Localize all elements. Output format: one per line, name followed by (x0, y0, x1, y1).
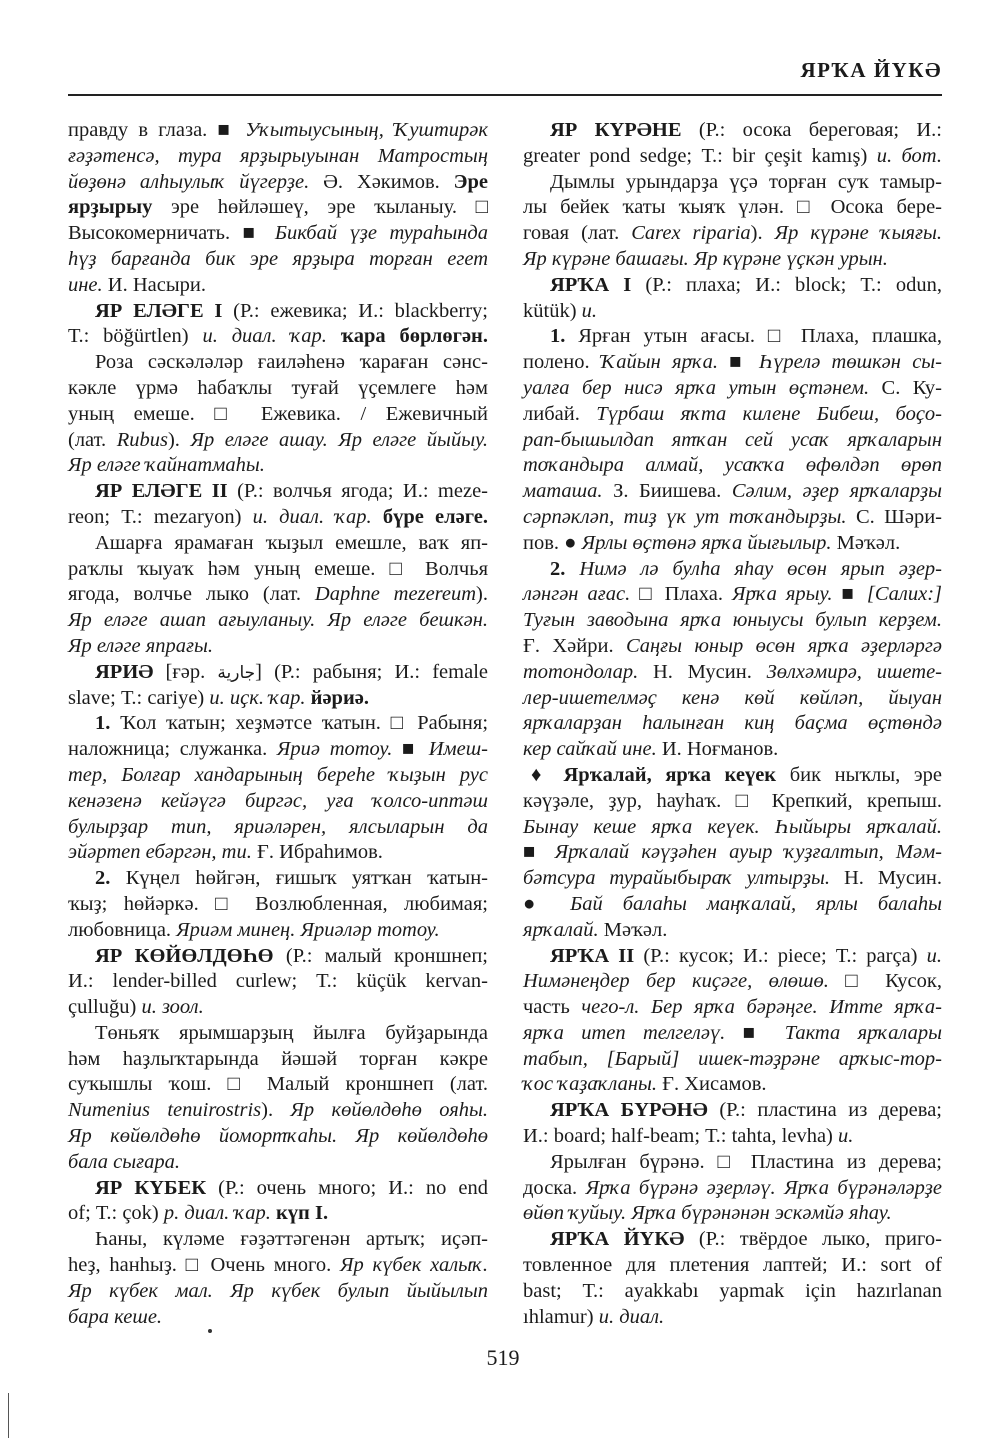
italic-run: Numenius tenuirostris (68, 1099, 262, 1122)
italic-run: ләнгән ағас. (523, 583, 640, 606)
text-line (523, 1305, 942, 1331)
italic-run: ярҡа итеп телгеләү. (523, 1021, 743, 1044)
paragraph-first-line (68, 711, 488, 737)
text-line (68, 969, 488, 995)
text-run: С. Шәри- (855, 505, 942, 528)
text-run: С. Ку- (881, 376, 943, 399)
italic-run: Уҡытыусының, Ҡуштирәк (245, 119, 488, 141)
italic-run: Яриәм минең. Яриәләр тотоу. (176, 918, 440, 941)
text-line (68, 376, 488, 402)
text-run: кәкле үрмә һабаҡлы туғай үҫемлеге һәм (68, 376, 488, 399)
text-run: ■ (742, 1021, 785, 1044)
italic-run: Һүрелә төшкән сы- (759, 351, 942, 374)
left-column (68, 118, 488, 1330)
text-line (523, 918, 942, 944)
text-line (68, 170, 488, 196)
paragraph-first-line (523, 944, 942, 970)
italic-run: бара кеше. (68, 1305, 163, 1328)
italic-run: Ярҡалай кәүҙәһен ауыр ҡуҙғалтып, Мәм- (554, 841, 943, 864)
italic-run: Яр күрәне башағы. Яр күрәне үҫкән урын. (523, 247, 888, 270)
bold-run: ҡара бөрлөгән. (340, 325, 488, 348)
text-run: суҡышлы ҡош. □ Малый кроншнеп (лат. (68, 1073, 488, 1096)
text-line (523, 1201, 942, 1227)
text-line (68, 324, 488, 350)
paragraph-first-line (68, 944, 488, 970)
text-line (68, 582, 488, 608)
text-run: доска. (523, 1176, 586, 1199)
italic-run: Туғын заводына ярҡа юныусы булып керҙем. (523, 609, 942, 632)
text-run: Ҡол ҡатын; хеҙмәтсе ҡатын. □ Рабыня; (120, 712, 489, 735)
text-run: reon; Т.: mezaryon) (68, 505, 253, 528)
italic-run: маташа. (523, 480, 614, 503)
text-run: Ғ. Хисамов. (662, 1073, 767, 1096)
italic-run: Нимәнеңдер бер киҫәге, өлөшө. (523, 970, 846, 993)
text-line (68, 840, 488, 866)
italic-run: ярҡалай. (523, 918, 604, 941)
italic-run: тер, Болғар хандарының береһе ҡыҙын рус (68, 763, 488, 786)
text-line (68, 1047, 488, 1073)
text-line (523, 1047, 942, 1073)
bold-run: ярҙырыу (68, 196, 153, 219)
text-line (68, 402, 488, 428)
text-run: (Р.: твёрдое лыко, приго- (684, 1228, 942, 1251)
text-run: (Р.: пластина из дерева; (707, 1099, 942, 1122)
paragraph-first-line (523, 170, 942, 196)
paragraph-first-line (68, 1227, 488, 1253)
text-run: ). (476, 583, 488, 606)
text-line (523, 1072, 942, 1098)
text-run: Һаны, күләме ғәҙәттәгенән артыҡ; иҫәп- (95, 1228, 488, 1251)
italic-run: и. иҫк. ҡар. (209, 686, 311, 709)
text-line (68, 789, 488, 815)
headword: ЯРҠА II (550, 944, 635, 967)
text-line (523, 453, 942, 479)
italic-run: Яриә тотоу. (276, 738, 393, 761)
italic-run: Ярлы өҫтөнә ярҡа йығылыр. (581, 531, 837, 554)
text-run: һеҙ, һанһыҙ. □ Очень много. (68, 1254, 341, 1277)
text-line (68, 1305, 488, 1331)
text-run: Т.: böğürtlen) (68, 325, 203, 348)
text-run: ■ (832, 583, 867, 606)
text-line (523, 221, 942, 247)
italic-run: тотондолар. (523, 660, 653, 683)
text-line (523, 789, 942, 815)
text-line (68, 221, 488, 247)
italic-run: р. диал. ҡар. (163, 1202, 276, 1225)
text-run: of; Т.: çok) (68, 1202, 164, 1225)
headword: ЯР ЕЛӘГЕ I (95, 299, 223, 322)
italic-run: Сәлим, әҙер ярҡаларҙы (731, 480, 942, 503)
paragraph-first-line (68, 1176, 488, 1202)
headword: 1. (95, 712, 121, 735)
text-line (68, 118, 488, 144)
text-line (523, 531, 942, 557)
text-run: (Р.: осока береговая; И.: (681, 119, 942, 141)
italic-run: бала сығара. (68, 1150, 180, 1173)
text-run: И.: board; half-beam; Т.: tahta, levha) (523, 1125, 839, 1148)
text-run: Ғ. Хәйри. (523, 634, 626, 657)
page-number: 519 (486, 1345, 520, 1370)
text-line (68, 557, 488, 583)
paragraph-first-line (68, 350, 488, 376)
text-run: ). (261, 1099, 291, 1122)
italic-run: уалға бер нисә ярҡа утын өҫтәнем. (523, 376, 882, 399)
italic-run: Daphne mezereum (314, 583, 477, 606)
italic-run: Яр еләге ҡайнатмаһы. (68, 454, 265, 477)
text-line (68, 995, 488, 1021)
headword: ЯРҠА БҮРӘНӘ (550, 1099, 708, 1122)
italic-run: Түрбаш яҡта килене Бибеш, боҫо- (596, 402, 942, 425)
text-line (68, 892, 488, 918)
text-line (523, 1124, 942, 1150)
text-run: пов. ● (523, 531, 582, 554)
text-line (523, 995, 942, 1021)
headword: 2. (95, 867, 126, 890)
text-run: Дымлы урындарҙа үҫә торған суҡ тамыр- (550, 170, 942, 193)
text-line (68, 1253, 488, 1279)
italic-run: чего-л. Бер ярҡа бәрәңге. Итте ярҡа- (581, 996, 942, 1019)
text-run: (Р.: очень много; И.: no end (206, 1176, 488, 1199)
text-run: И. Насыри. (107, 273, 206, 296)
headword: ЯР КҮБЕК (95, 1176, 207, 1199)
right-column (523, 118, 942, 1330)
text-line (523, 350, 942, 376)
text-line (68, 1150, 488, 1176)
text-line (523, 1021, 942, 1047)
text-line (523, 840, 942, 866)
text-run: ● (523, 892, 571, 915)
italic-run: Зөлхәмирә, ишете- (766, 660, 942, 683)
italic-run: Яр еләге ашау. Яр еләге йыйыу. (190, 428, 489, 451)
italic-run: кер сайҡай ине. (523, 738, 662, 761)
italic-run: Бай балаһы маңҡалай, ярлы балаһы (570, 892, 942, 915)
text-line (523, 892, 942, 918)
italic-run: һүҙ барғанда бик эре ярҙыра торған егет (68, 247, 488, 270)
italic-run: ҡос ҡаҙаҡланы. (523, 1073, 663, 1096)
paragraph-first-line (523, 1098, 942, 1124)
text-line (523, 247, 942, 273)
text-run: slave; Т.: cariye) (68, 686, 210, 709)
italic-run: бәтсура турайыбыраҡ ултырҙы. (523, 867, 844, 890)
text-line (68, 1098, 488, 1124)
text-run: çulluğu) (68, 996, 142, 1019)
text-run: уның емеше. □ Ежевика. / Ежевичный (68, 402, 488, 425)
text-run: кәүҙәле, ҙур, һауһаҡ. □ Крепкий, крепыш. (523, 789, 942, 812)
text-run: ). (750, 222, 775, 245)
headword: ЯР КҮРӘНЕ (550, 119, 682, 141)
text-line (68, 608, 488, 634)
italic-run: Яр күбек мал. Яр күбек булып йыйылып (68, 1279, 488, 1302)
text-run: ■ (392, 738, 429, 761)
italic-run: булырҙар тип, яриәләрен, ялсыларын да (68, 815, 488, 838)
text-run: ♦ (531, 763, 564, 786)
text-run: Н. Мусин. (652, 660, 767, 683)
text-run: Ярған утын ағасы. □ Плаха, плашка, (578, 325, 942, 348)
text-line (523, 866, 942, 892)
text-run: ягода, волчье лыко (лат. (68, 583, 315, 606)
italic-run: Яр еләге япрағы. (68, 634, 213, 657)
bold-run: күп I. (276, 1202, 329, 1225)
text-line (68, 737, 488, 763)
italic-run: табып, [Барый] ишек-тәҙрәне арҡыс-тор- (523, 1047, 942, 1070)
italic-run: кенәзенә кейәүгә биргәс, уға ҡолсо-иптәш (68, 789, 488, 812)
headword: ЯРҠА ЙҮКӘ (550, 1228, 685, 1251)
text-run: ■ (718, 351, 760, 374)
text-line (523, 763, 942, 789)
text-run: говая (лат. (523, 222, 632, 245)
text-run: (Р.: плаха; И.: block; Т.: odun, (631, 273, 942, 296)
text-line (68, 634, 488, 660)
text-run: либай. (523, 402, 597, 425)
paragraph-first-line (68, 531, 488, 557)
text-line (523, 737, 942, 763)
text-run: правду в глаза. ■ (68, 119, 246, 141)
italic-run: йөҙөнә алһыулыҡ йүгерҙе. (68, 170, 324, 193)
text-run: Роза сәскәләләр ғаиләһенә ҡараған сәнс- (95, 351, 488, 374)
text-line (68, 763, 488, 789)
text-run: ҡыҙ; һөйәркә. □ Возлюбленная, любимая; (68, 892, 488, 915)
italic-run: Ярҡа бүрәнә әҙерләү. Ярҡа бүрәнәләрҙе (585, 1176, 942, 1199)
text-run: Ғ. Ибраһимов. (256, 841, 383, 864)
text-run: (Р.: волчья ягода; И.: meze- (227, 480, 488, 503)
text-run: ■ (523, 841, 555, 864)
italic-run: и. бот. (876, 144, 942, 167)
italic-run: ғәҙәтенсә, тура ярҙырыуынан Матростың (68, 144, 488, 167)
text-run: Ә. Хәкимов. (323, 170, 454, 193)
paragraph-first-line (68, 299, 488, 325)
text-line (68, 273, 488, 299)
text-line (523, 634, 942, 660)
italic-run: Бикбай үҙе тураһында (274, 222, 489, 245)
text-run: (лат. (68, 428, 117, 451)
italic-run: Carex riparia (631, 222, 751, 245)
text-line (523, 1253, 942, 1279)
text-run: greater pond sedge; Т.: bir çeşit kamış) (523, 144, 877, 167)
text-line (523, 299, 942, 325)
text-run: И.: lender-billed curlew; Т.: küçük kervan- (68, 970, 488, 993)
italic-run: Ҡайын ярҡа. (600, 351, 719, 374)
running-head: ЯРҠА ЙҮКӘ (800, 58, 942, 82)
arabic-etymon: جارية (217, 662, 256, 683)
italic-run: и. диал. ҡар. (252, 505, 383, 528)
text-run: любовница. (68, 918, 177, 941)
text-run: часть (523, 996, 582, 1019)
italic-run: Rubus (116, 428, 168, 451)
text-line (68, 686, 488, 712)
headword: ЯР КӨЙӨЛДӨҺӨ (95, 944, 274, 967)
italic-run: и. (838, 1125, 854, 1148)
headword: ЯРИӘ (95, 660, 154, 683)
paragraph-first-line (68, 660, 488, 686)
text-run: Мәҡәл. (836, 531, 901, 554)
text-line (68, 428, 488, 454)
italic-run: и. (926, 944, 942, 967)
scan-edge-mark (8, 1393, 9, 1438)
text-line (523, 711, 942, 737)
text-line (68, 247, 488, 273)
bold-run: Ярҡалай, ярҡа кеүек (563, 763, 777, 786)
text-run: Төньяҡ ярымшарҙың йылға буйҙарында (95, 1021, 488, 1044)
italic-run: Нимә лә булһа яһау өсөн ярып әҙер- (579, 557, 942, 580)
italic-run: и. (581, 299, 598, 322)
text-run: эре һөйләшеү, эре ҡыланыу. □ (152, 196, 488, 219)
italic-run: ярҡаларҙан һалынған киң баҫма өҫтөндә (523, 712, 942, 735)
text-run: □ Кусок, (845, 970, 942, 993)
text-line (68, 144, 488, 170)
text-run: □ Плаха. (639, 583, 733, 606)
italic-run: Яр көйөлдөһө йомортҡаһы. Яр көйөлдөһө (68, 1125, 488, 1148)
text-run: наложница; служанка. (68, 738, 277, 761)
italic-run: Яр күбек халыҡ. (340, 1254, 488, 1277)
italic-run: и. диал. (598, 1305, 665, 1328)
paragraph-first-line (523, 324, 942, 350)
italic-run: сәрпәкләп, тиҙ үк ут тоҡандырҙы. (523, 505, 856, 528)
text-run: (Р.: кусок; И.: piece; Т.: parça) (634, 944, 927, 967)
text-run: һәм һаҙлыҡтарында йәшәй торған кәкре (68, 1047, 488, 1070)
paragraph-first-line (523, 273, 942, 299)
text-run: Н. Мусин. (844, 867, 942, 890)
italic-run: тоҡандыра алмай, усаҡҡа өфөлдәп өрөп (523, 454, 942, 477)
italic-run: и. диал. ҡар. (202, 325, 341, 348)
italic-run: Имеш- (428, 738, 488, 761)
text-line (523, 376, 942, 402)
bold-run: бүре еләге. (382, 505, 489, 528)
text-line (523, 1279, 942, 1305)
italic-run: и. зоол. (141, 996, 204, 1019)
italic-run: Ярҡа ярыу. (732, 583, 833, 606)
text-line (523, 686, 942, 712)
text-run: Ашарға ярамаған ҡыҙыл емешле, ваҡ яп- (95, 531, 488, 554)
text-run: kütük) (523, 299, 582, 322)
text-run: полено. (523, 351, 601, 374)
text-run: раҡлы ҡыуаҡ һәм уның емеше. □ Волчья (68, 557, 488, 580)
paragraph-first-line (523, 1227, 942, 1253)
text-run: (Р.: малый кроншнеп; (273, 944, 488, 967)
text-run: Күңел һөйгән, ғишыҡ уятҡан ҡатын- (125, 867, 488, 890)
text-line (68, 1201, 488, 1227)
text-line (523, 969, 942, 995)
text-line (523, 195, 942, 221)
paragraph-first-line (523, 1150, 942, 1176)
text-run: бик ныҡлы, эре (776, 763, 942, 786)
italic-run: өйөп ҡуйыу. Ярҡа бүрәнәнән эскәмйә яһау. (523, 1202, 892, 1225)
text-line (68, 195, 488, 221)
text-line (68, 453, 488, 479)
text-run: bast; Т.: ayakkabı yapmak için hazırlanan (523, 1279, 942, 1302)
text-line (523, 402, 942, 428)
text-line (523, 608, 942, 634)
text-line (68, 1279, 488, 1305)
header-rule (68, 94, 942, 96)
text-line (68, 505, 488, 531)
italic-run: эйәртеп ебәргән, ти. (68, 841, 257, 864)
bold-run: Эре (453, 170, 489, 193)
text-line (68, 1124, 488, 1150)
paragraph-first-line (68, 479, 488, 505)
headword: ЯР ЕЛӘГЕ II (95, 480, 228, 503)
italic-run: Саңғы юныр өсөн ярҡа әҙерләргә (625, 634, 942, 657)
text-line (68, 918, 488, 944)
italic-run: лер-ишетелмәҫ кенә көй көйләп, йыуан (523, 686, 942, 709)
headword: 2. (550, 557, 580, 580)
text-run: И. Ноғманов. (661, 738, 779, 761)
italic-run: ине. (68, 273, 108, 296)
text-line (523, 505, 942, 531)
text-run: ıhlamur) (523, 1305, 599, 1328)
text-run: З. Биишева. (613, 480, 732, 503)
paragraph-first-line (523, 118, 942, 144)
italic-run: Такта ярҡалары (784, 1021, 943, 1044)
paragraph-first-line (68, 1021, 488, 1047)
text-line (68, 815, 488, 841)
text-line (68, 1072, 488, 1098)
text-run: ). (167, 428, 191, 451)
text-line (523, 1176, 942, 1202)
text-line (523, 815, 942, 841)
italic-run: [Салих:] (866, 583, 942, 606)
text-run: Высокомерничать. ■ (68, 222, 275, 245)
headword: 1. (550, 325, 579, 348)
text-run: лы бейек ҡаты ҡыяҡ үлән. □ Осока бере- (523, 196, 942, 219)
italic-run: рап-бышылдап ятҡан сей усаҡ ярҡаларын (523, 428, 942, 451)
italic-run: Яр еләге ашап ағыуланыу. Яр еләге бешкән. (68, 609, 488, 632)
scan-speck (208, 1329, 212, 1333)
text-run: Ярылған бүрәнә. □ Пластина из дерева; (550, 1150, 942, 1173)
text-line (523, 428, 942, 454)
text-line (523, 660, 942, 686)
text-run: [ғәр. (153, 660, 218, 683)
text-run: товленное для плетения лаптей; И.: sort of (523, 1254, 942, 1277)
italic-run: Бынау кеше ярҡа кеүек. Һыйыры ярҡалай. (523, 815, 942, 838)
paragraph-first-line (68, 866, 488, 892)
bold-run: йәриә. (310, 686, 369, 709)
italic-run: Яр көйөлдөһө ояһы. (290, 1099, 488, 1122)
text-line (523, 479, 942, 505)
text-run: Мәҡәл. (603, 918, 668, 941)
text-run: (Р.: ежевика; И.: blackberry; (222, 299, 489, 322)
paragraph-first-line (523, 557, 942, 583)
headword: ЯРҠА I (550, 273, 632, 296)
text-run: ] (Р.: рабыня; И.: female (255, 660, 488, 683)
text-line (523, 582, 942, 608)
italic-run: Яр күрәне ҡыяғы. (774, 222, 942, 245)
text-line (523, 144, 942, 170)
